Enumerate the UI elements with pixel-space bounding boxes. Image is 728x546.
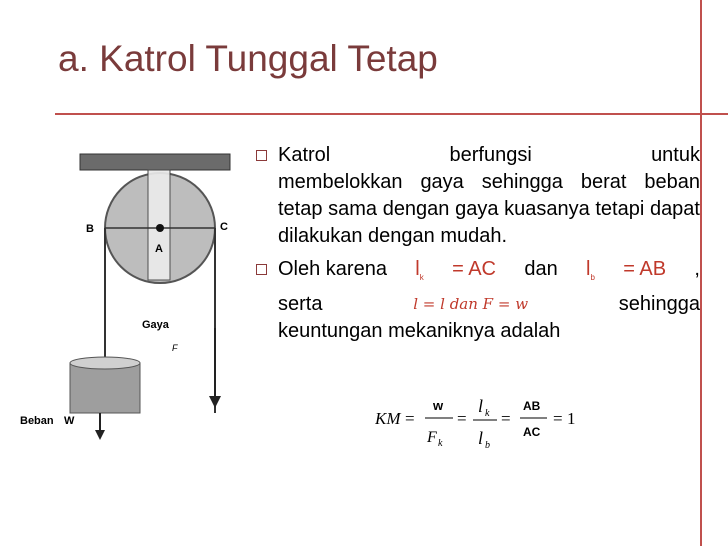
svg-text:AB: AB (523, 399, 541, 413)
mechanical-advantage-formula (375, 392, 585, 462)
axle (156, 224, 164, 232)
word: berfungsi (449, 144, 532, 166)
bullet-1-line-1 (278, 142, 700, 169)
pulley-figure (20, 148, 240, 448)
label-w: W (64, 415, 75, 427)
svg-text:=: = (457, 409, 467, 428)
bullet-2-line-1 (278, 256, 700, 291)
svg-text:1: 1 (567, 409, 576, 428)
label-beban: Beban (20, 415, 54, 427)
slide-vertical-rule (700, 0, 702, 546)
svg-text:k: k (438, 438, 443, 449)
bullet-2 (252, 256, 700, 345)
slide-title: a. Katrol Tunggal Tetap (58, 38, 438, 79)
bullet-square-icon (256, 264, 267, 275)
word: untuk (651, 144, 700, 166)
bullet-1-text: membelokkan gaya sehingga berat beban tetap sama dengan gaya kuasanya tetapi dapat dilakukan dengan mudah. (278, 171, 700, 247)
bullet-1 (252, 142, 700, 250)
lk-symbol: $l_k$ (415, 258, 424, 282)
svg-text:=: = (405, 409, 415, 428)
svg-text:AC: AC (523, 425, 541, 439)
word: Katrol (278, 144, 331, 166)
bullet-2-line-3: keuntungan mekaniknya adalah (278, 320, 561, 342)
lb-symbol: $l_b$ (586, 258, 595, 282)
load-block (70, 363, 140, 413)
text: Oleh karena (278, 258, 387, 280)
km-symbol: KM (375, 409, 401, 428)
text: sehingga (618, 293, 700, 315)
bullet-square-icon (256, 150, 267, 161)
svg-text:l: l (478, 428, 484, 448)
label-b: B (86, 223, 94, 235)
svg-text:F: F (427, 429, 437, 446)
svg-text:l: l (478, 396, 484, 416)
title-underline (55, 113, 728, 115)
text: , (694, 258, 700, 280)
eq-ac: = AC (452, 258, 496, 280)
text: serta (278, 293, 323, 315)
svg-text:k: k (485, 408, 490, 419)
label-c: C (220, 221, 228, 233)
bullet-2-line-2 (278, 291, 700, 318)
label-f: F (172, 343, 178, 353)
script-equation: l = l dan F = w (413, 295, 529, 313)
bullet-list (252, 142, 700, 345)
text: dan (524, 258, 558, 280)
w-symbol: w (433, 398, 444, 413)
svg-text:b: b (485, 440, 490, 451)
label-a: A (155, 243, 163, 255)
svg-text:=: = (553, 409, 563, 428)
svg-text:=: = (501, 409, 511, 428)
eq-ab: = AB (623, 258, 667, 280)
ceiling-beam (80, 154, 230, 170)
label-gaya: Gaya (142, 319, 169, 331)
